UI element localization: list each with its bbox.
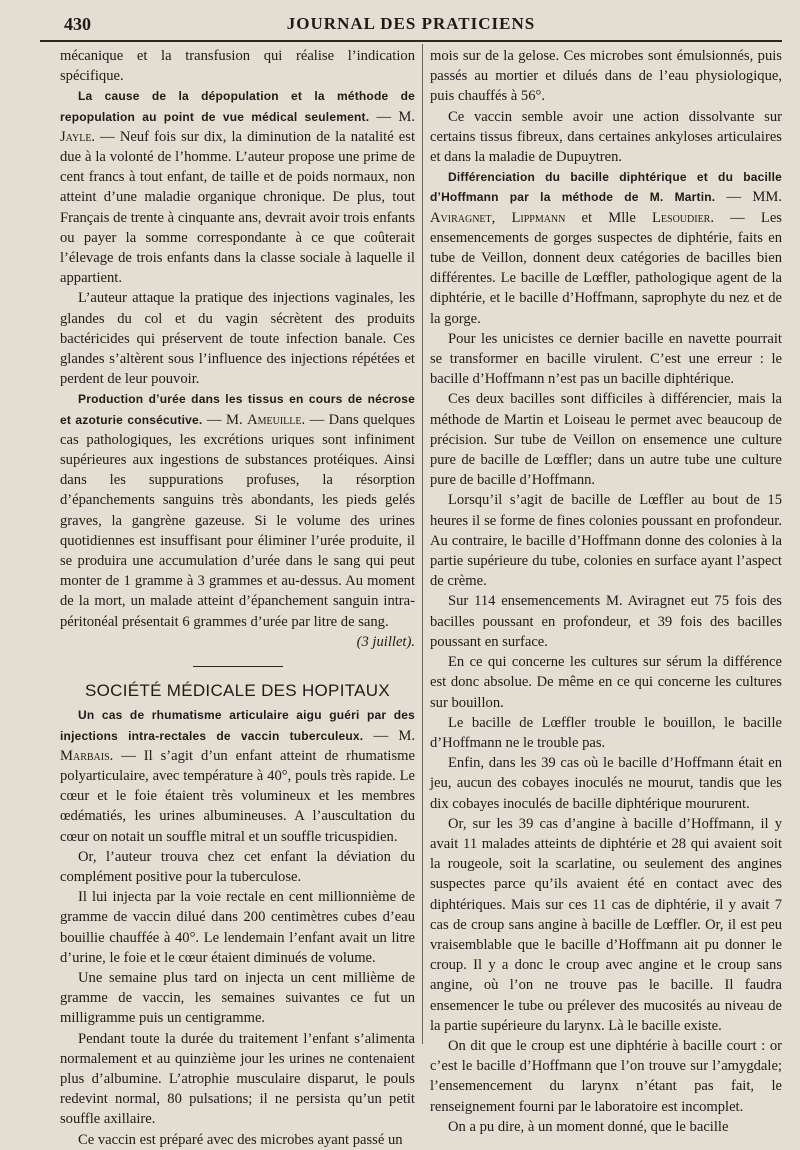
article-text: . — Neuf fois sur dix, la diminution de la natalité est due à la volonté de l’homme. L’auteur propose une prime de cent francs à tout enfant, de taille et de poids normaux, non atteint d’une maladie organique chronique. De plus, tout Français de trente à cinquante ans, devrait avoir trois enfants ou payer la somme correspondante à ce que coûterait l’élevage de trois enfants dans la classe sociale à laquelle il appartient. bbox=[60, 128, 415, 287]
article-marbais bbox=[60, 705, 415, 846]
author-name: Jayle bbox=[60, 128, 92, 145]
paragraph: Pendant toute la durée du traitement l’enfant s’alimenta normalement et au quinzième jour les urines ne contenaient plus d’albumine. L’atrophie musculaire disparut, le pouls redevint normal, 80 pulsations; il ne persista qu’un petit souffle axillaire. bbox=[60, 1030, 415, 1128]
author-name: Ameuille bbox=[247, 411, 302, 428]
page-number: 430 bbox=[64, 14, 91, 34]
author-name: Marbais bbox=[60, 747, 110, 764]
article-aviragnet bbox=[430, 167, 782, 329]
right-column bbox=[430, 46, 782, 1137]
paragraph: Or, sur les 39 cas d’angine à bacille d’Hoffmann, il y avait 11 malades atteints de diphtérie et 28 qui avaient soit la rougeole, soit la scarlatine, ou seulement des angines suspectes parce qu’ils avaient été en contact avec des diphtériques. Mais sur ces 11 cas de diphtérie, il y avait 7 cas de croup sans angine à bacille de Lœffler. Or, il est peu vraisemblable que le bacille d’Hoffmann ait pu donner le croup. Il y a donc le croup avec angine et le croup sans angine, où l’on ne trouve pas le bacille. Il faudra ensemencer le tube ou prélever des mucosités au niveau de la partie supérieure du larynx. Là le bacille existe. bbox=[430, 815, 782, 1034]
paragraph: Lorsqu’il s’agit de bacille de Lœffler au bout de 15 heures il se forme de fines colonies poussant en profondeur. Au contraire, le bacille d’Hoffmann donne des colonies à la partie supérieure du tube, colonies en surface ayant l’aspect de crème. bbox=[430, 492, 782, 590]
left-column bbox=[60, 46, 415, 1150]
paragraph: mois sur de la gelose. Ces microbes sont émulsionnés, puis passés au mortier et dilués dans de l’eau physiologique, puis chauffés à 56°. bbox=[430, 48, 782, 105]
dash: — M. bbox=[363, 727, 416, 744]
article-text: . — Il s’agit d’un enfant atteint de rhumatisme polyarticulaire, avec température à 40°, pouls très rapide. Le cœur et le foie étaient très volumineux et les membres œdématiés, les urines albumineuses. A l’auscultation du cœur on notait un souffle mitral et un souffle tricuspidien. bbox=[60, 747, 415, 845]
paragraph: Or, l’auteur trouva chez cet enfant la déviation du complément positive pour la tuberculose. bbox=[60, 848, 415, 885]
paragraph: Il lui injecta par la voie rectale en cent millionnième de gramme de vaccin dilué dans 200 centimètres cubes d’eau bouillie chauffée à 40°. Le lendemain l’enfant avait un litre d’urine, le foie et le cœur étaient diminués de volume. bbox=[60, 889, 415, 966]
journal-title: JOURNAL DES PRATICIENS bbox=[286, 14, 536, 33]
dash: — MM. bbox=[715, 189, 782, 206]
author-name: Lesoudier bbox=[651, 209, 711, 226]
paragraph: Ces deux bacilles sont difficiles à différencier, mais la méthode de Martin et Loiseau le permet avec beaucoup de précision. Sur tube de Veillon on ensemence une culture pure de bacille de Lœffler; dans un autre tube une culture pure de bacille d’Hoffmann. bbox=[430, 391, 782, 489]
article-text: . — Dans quelques cas pathologiques, les excrétions uriques sont infiniment supérieures aux ingestions de substances protéiques. Ainsi dans les suppurations profuses, la résorption d’épanchements sanguins très abondants, les pieds gelés graves, la gangrène gazeuse. Si le volume des urines quotidiennes est insuffisant pour éliminer l’urée produite, il se produira une accumulation d’urée dans le sang qui peut monter de 1 gramme à 3 grammes et au-dessus. Au moment de la mort, un malade atteint d’épanchement sanguin intra-péritonéal présentait 6 grammes d’urée par litre de sang. bbox=[60, 411, 415, 630]
paragraph: L’auteur attaque la pratique des injections vaginales, les glandes du col et du vagin sécrètent des produits bactéricides qui préservent de toute infection banale. Ces glandes s’altèrent sous l’influence des injections répétées et perdent de leur pouvoir. bbox=[60, 290, 415, 388]
paragraph: Ce vaccin semble avoir une action dissolvante sur certains tissus fibreux, dans certaines ankyloses articulaires et dans la maladie de Dupuytren. bbox=[430, 108, 782, 166]
paragraph: On a pu dire, à un moment donné, que le bacille bbox=[448, 1118, 729, 1135]
article-date: (3 juillet). bbox=[356, 633, 415, 650]
dash: — M. bbox=[369, 108, 416, 125]
paragraph: On dit que le croup est une diphtérie à bacille court : or c’est le bacille d’Hoffmann que l’on trouve sur l’amygdale; l’ensemencement du larynx n’étant pas fait, le renseignement fourni par le laboratoire est incomplet. bbox=[430, 1037, 782, 1115]
conjunction: et Mlle bbox=[565, 209, 652, 226]
paragraph: Le bacille de Lœffler trouble le bouillon, le bacille d’Hoffmann ne le trouble pas. bbox=[430, 714, 782, 751]
article-title: Production d’urée dans les tissus en cours de nécrose et azoturie consécutive. bbox=[60, 392, 415, 427]
article-title: La cause de la dépopulation et la méthode de repopulation au point de vue médical seulement. bbox=[60, 89, 415, 124]
section-divider bbox=[193, 666, 283, 667]
article-ameuille bbox=[60, 389, 415, 631]
author-names: Aviragnet, Lippmann bbox=[430, 209, 566, 226]
paragraph: Sur 114 ensemencements M. Aviragnet eut 75 fois des bacilles poussant en profondeur, et 39 fois des bacilles poussant en surface. bbox=[430, 593, 782, 650]
article-text: . — Les ensemencements de gorges suspectes de diphtérie, faits en tube de Veillon, donnent deux catégories de bacilles bien différentes. Le bacille de Lœffler, pathologique agent de la diphtérie, et le bacille d’Hoffmann, saprophyte du nez et de la gorge. bbox=[430, 209, 782, 327]
article-title: Différenciation du bacille diphtérique et du bacille d’Hoffmann par la méthode de M. Martin. bbox=[430, 170, 782, 205]
page-header bbox=[40, 10, 782, 42]
paragraph: Ce vaccin est préparé avec des microbes ayant passé un bbox=[78, 1131, 403, 1148]
dash: — M. bbox=[202, 411, 248, 428]
paragraph: Enfin, dans les 39 cas où le bacille d’Hoffmann était en jeu, aucun des cobayes inoculés ne mourut, tandis que les dix cobayes inoculés de bacille diphtérique moururent. bbox=[430, 755, 782, 812]
section-title: SOCIÉTÉ MÉDICALE DES HOPITAUX bbox=[85, 681, 390, 701]
paragraph: En ce qui concerne les cultures sur sérum la différence est donc absolue. De même en ce qui concerne les cultures sur bouillon. bbox=[430, 654, 782, 711]
paragraph: Une semaine plus tard on injecta un cent millième de gramme de vaccin, les semaines suivantes ce fut un milligramme puis un centigramme. bbox=[60, 969, 415, 1027]
article-ayle bbox=[60, 86, 415, 288]
paragraph: mécanique et la transfusion qui réalise l’indication spécifique. bbox=[60, 48, 415, 85]
article-title: Un cas de rhumatisme articulaire aigu guéri par des injections intra-rectales de vaccin tuberculeux. bbox=[60, 708, 415, 743]
paragraph: Pour les unicistes ce dernier bacille en navette pourrait se transformer en bacille virulent. C’est une erreur : le bacille d’Hoffmann n’est pas un bacille diphtérique. bbox=[430, 330, 782, 388]
column-rule bbox=[422, 44, 423, 1044]
